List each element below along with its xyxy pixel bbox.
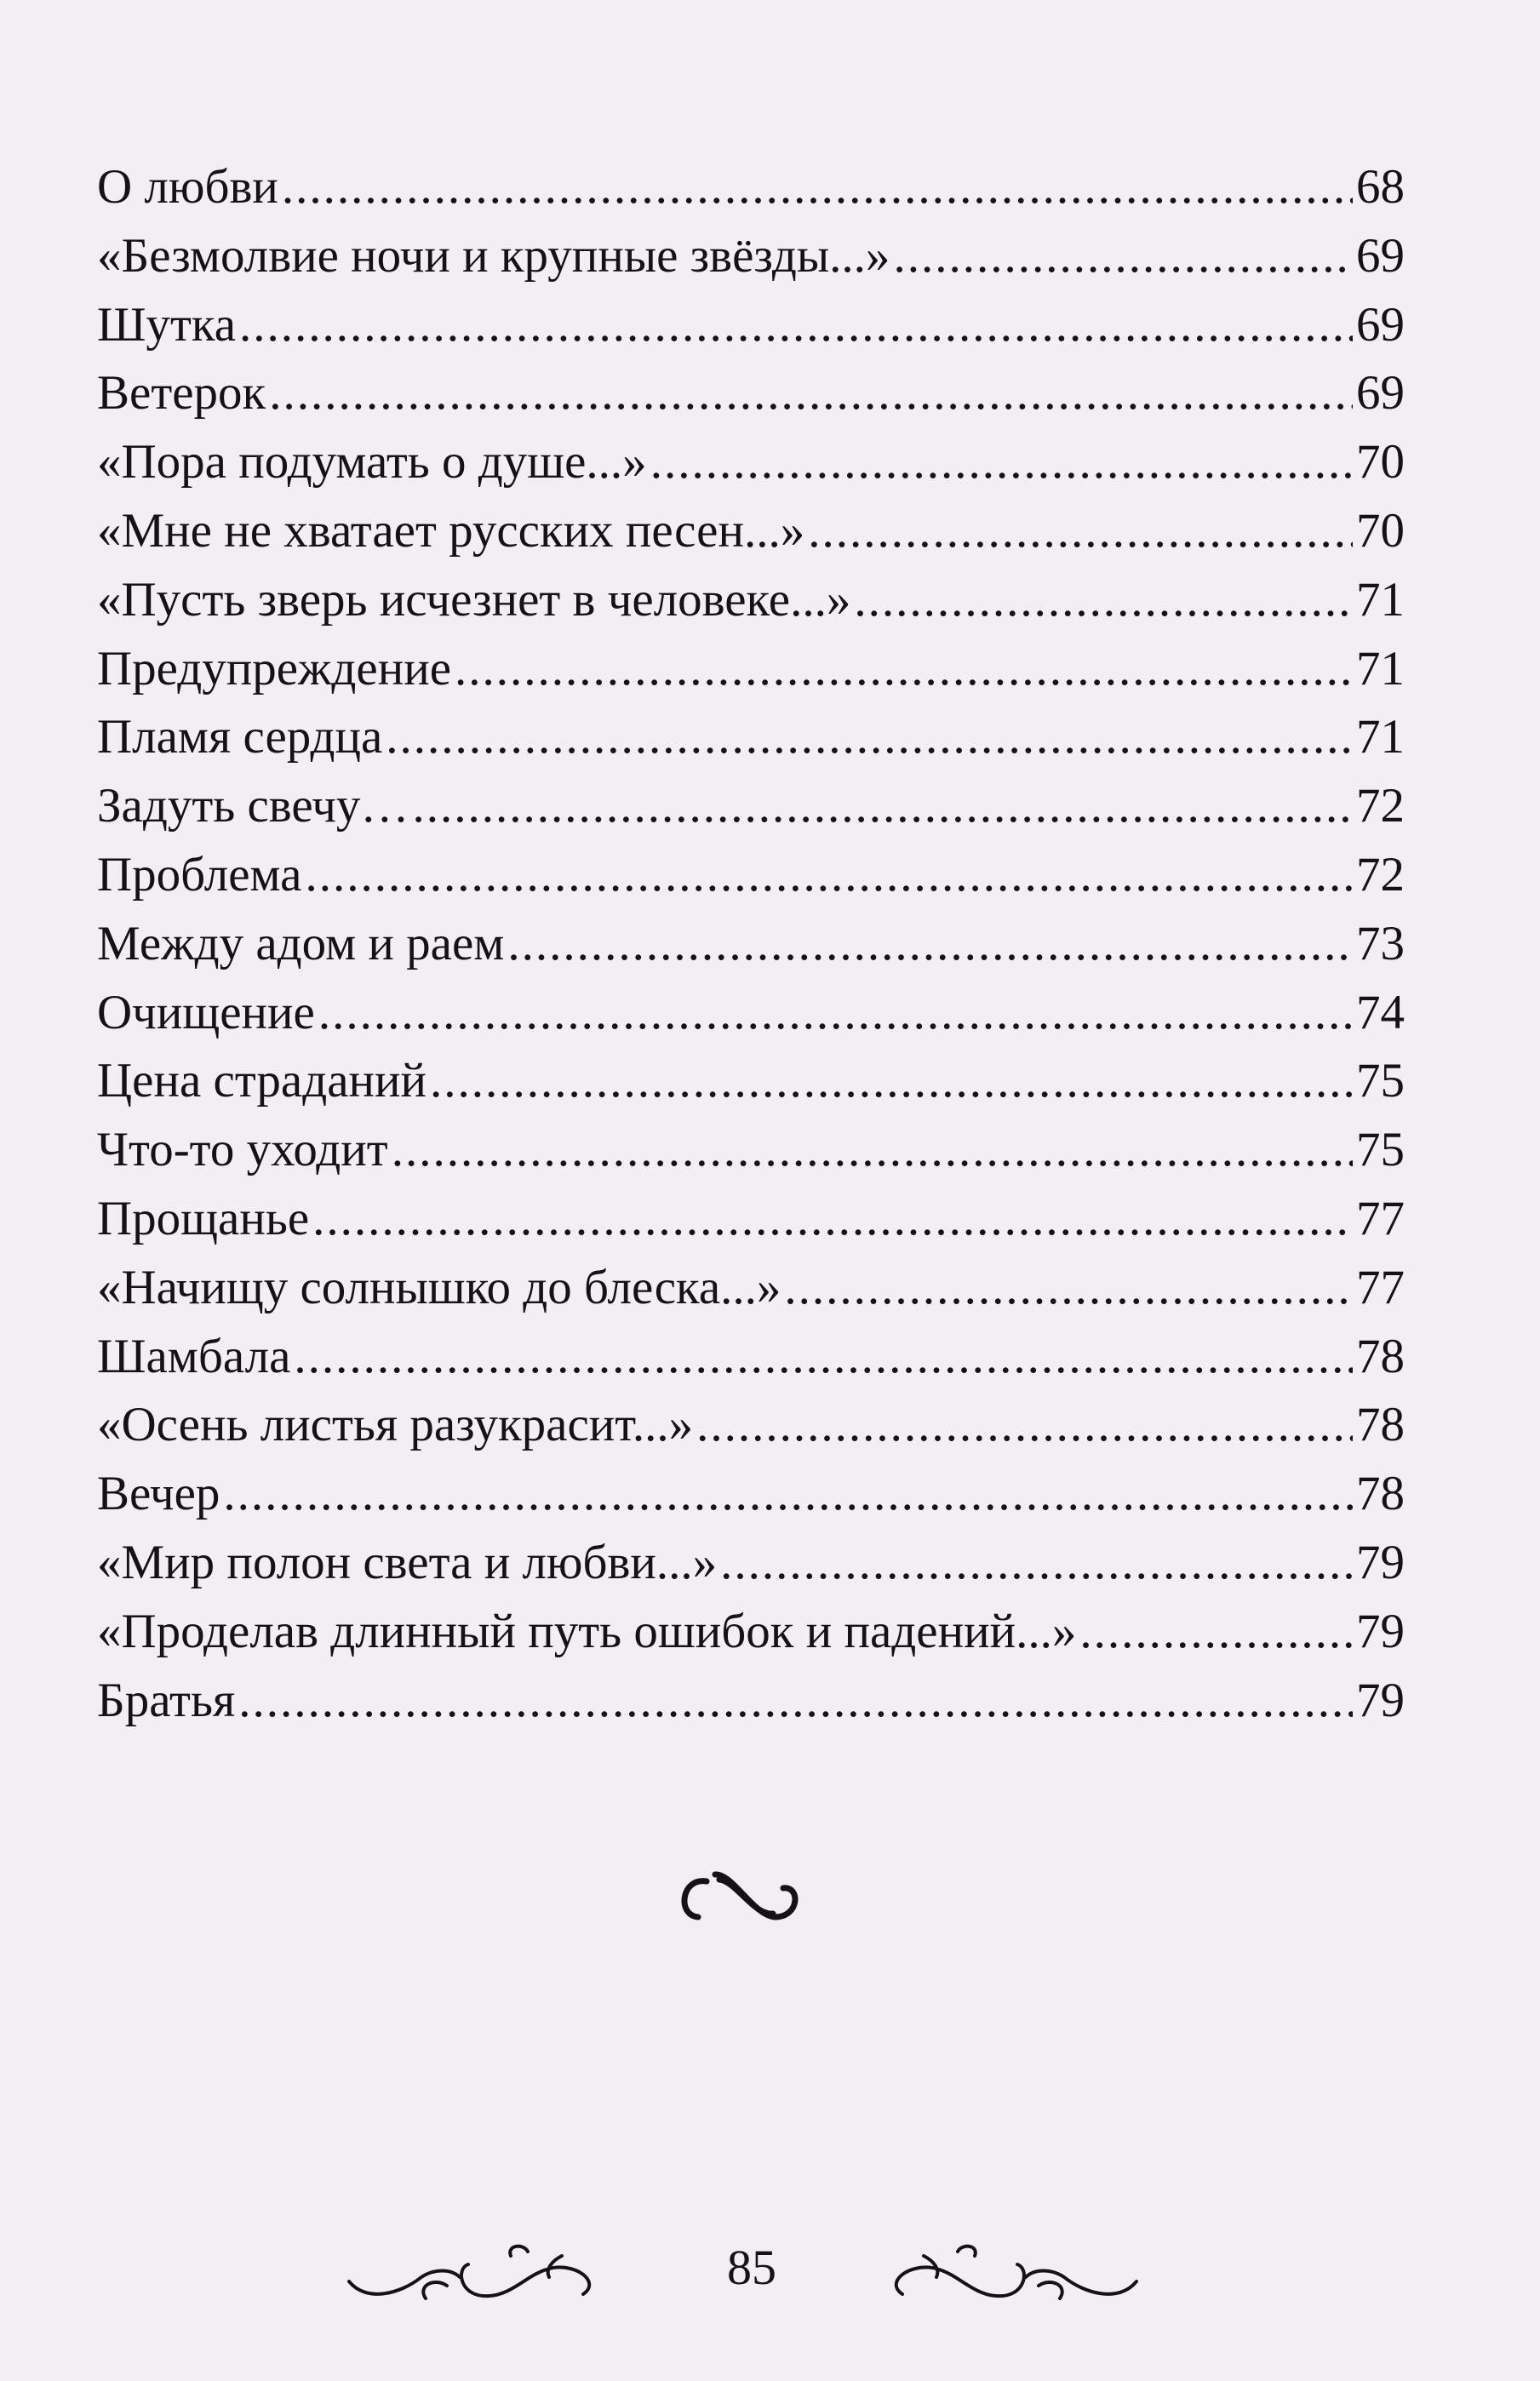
toc-entry-title: Очищение	[97, 985, 315, 1039]
toc-entry	[97, 1047, 1405, 1116]
toc-entry	[97, 703, 1405, 772]
dot-leader	[696, 1391, 1353, 1460]
dot-leader	[239, 291, 1353, 360]
toc-entry-page: 79	[1356, 1673, 1405, 1727]
toc-entry	[97, 291, 1405, 360]
toc-entry-title: Шутка	[97, 297, 237, 352]
dot-leader	[720, 1529, 1353, 1598]
infinity-ornament-icon	[673, 1864, 809, 1932]
toc-entry-page: 74	[1356, 985, 1405, 1039]
dot-leader	[386, 703, 1353, 772]
toc-entry-title: Что-то уходит	[97, 1123, 388, 1177]
dot-leader	[455, 635, 1353, 704]
toc-entry-title: Между адом и раем	[97, 916, 505, 970]
toc-entry-page: 71	[1356, 641, 1405, 695]
toc-entry-page: 68	[1356, 160, 1405, 214]
toc-entry-page: 71	[1356, 572, 1405, 627]
dot-leader	[784, 1254, 1353, 1323]
toc-entry-title: «Проделав длинный путь ошибок и падений...»	[97, 1604, 1077, 1658]
toc-entry-page: 70	[1356, 503, 1405, 558]
toc-entry-page: 71	[1356, 710, 1405, 764]
dot-leader	[312, 1185, 1353, 1254]
dot-leader	[1079, 1598, 1353, 1667]
toc-entry-page: 77	[1356, 1260, 1405, 1314]
toc-entry	[97, 1116, 1405, 1185]
toc-entry-title: «Безмолвие ночи и крупные звёзды...»	[97, 228, 890, 283]
toc-entry	[97, 497, 1405, 566]
toc-entry-title: Прощанье	[97, 1191, 310, 1245]
toc-entry-title: Ветерок	[97, 366, 266, 421]
dot-leader	[430, 1047, 1353, 1116]
dot-leader	[808, 497, 1353, 566]
toc-entry	[97, 428, 1405, 497]
dot-leader	[893, 222, 1353, 291]
dot-leader	[282, 153, 1353, 222]
toc-entry	[97, 222, 1405, 291]
toc-entry-page: 72	[1356, 847, 1405, 901]
toc-entry-title: Предупреждение	[97, 641, 452, 695]
toc-entry-title: Шамбала	[97, 1329, 291, 1383]
toc-entry-title: «Мне не хватает русских песен...»	[97, 503, 805, 558]
toc-entry-page: 75	[1356, 1054, 1405, 1108]
toc-entry	[97, 1529, 1405, 1598]
dot-leader	[412, 772, 1353, 841]
toc-entry	[97, 359, 1405, 428]
dot-leader	[269, 359, 1353, 428]
toc-entry-title: О любви	[97, 160, 278, 214]
toc-entry-title: Задуть свечу…	[97, 779, 409, 833]
dot-leader	[650, 428, 1353, 497]
toc-entry-title: «Пора подумать о душе...»	[97, 435, 647, 489]
toc-entry-page: 79	[1356, 1604, 1405, 1658]
toc-entry	[97, 1254, 1405, 1323]
toc-entry-title: «Пусть зверь исчезнет в человеке...»	[97, 572, 851, 627]
dot-leader	[392, 1116, 1353, 1185]
page-number: 85	[727, 2240, 776, 2295]
dot-leader	[238, 1667, 1353, 1736]
toc-entry	[97, 772, 1405, 841]
toc-entry-page: 79	[1356, 1535, 1405, 1589]
toc-entry	[97, 566, 1405, 635]
toc-entry-page: 69	[1356, 228, 1405, 283]
dot-leader	[294, 1323, 1353, 1392]
toc-entry	[97, 841, 1405, 910]
toc-entry	[97, 1598, 1405, 1667]
toc-entry	[97, 1391, 1405, 1460]
table-of-contents	[97, 153, 1405, 1735]
toc-entry-page: 69	[1356, 366, 1405, 421]
toc-entry-title: «Начищу солнышко до блеска...»	[97, 1260, 781, 1314]
dot-leader	[507, 910, 1353, 979]
right-flourish-ornament-icon	[881, 2243, 1145, 2311]
left-flourish-ornament-icon	[341, 2243, 604, 2311]
toc-entry-title: Проблема	[97, 847, 302, 901]
toc-entry-page: 69	[1356, 297, 1405, 352]
dot-leader	[223, 1460, 1353, 1529]
toc-entry-title: «Мир полон света и любви...»	[97, 1535, 718, 1589]
toc-entry-page: 78	[1356, 1329, 1405, 1383]
toc-entry-page: 77	[1356, 1191, 1405, 1245]
toc-entry	[97, 1323, 1405, 1392]
dot-leader	[318, 979, 1353, 1048]
toc-entry-title: «Осень листья разукрасит...»	[97, 1398, 694, 1452]
toc-entry-title: Цена страданий	[97, 1054, 427, 1108]
toc-entry-title: Пламя сердца	[97, 710, 383, 764]
toc-entry-title: Братья	[97, 1673, 236, 1727]
toc-entry	[97, 153, 1405, 222]
toc-entry	[97, 635, 1405, 704]
toc-entry	[97, 1185, 1405, 1254]
dot-leader	[854, 566, 1353, 635]
toc-entry	[97, 1667, 1405, 1736]
toc-entry-page: 78	[1356, 1467, 1405, 1521]
toc-entry	[97, 910, 1405, 979]
toc-entry-page: 75	[1356, 1123, 1405, 1177]
toc-entry	[97, 1460, 1405, 1529]
toc-entry-page: 78	[1356, 1398, 1405, 1452]
toc-entry-page: 72	[1356, 779, 1405, 833]
toc-entry-title: Вечер	[97, 1467, 220, 1521]
dot-leader	[305, 841, 1353, 910]
toc-entry	[97, 979, 1405, 1048]
toc-entry-page: 70	[1356, 435, 1405, 489]
toc-entry-page: 73	[1356, 916, 1405, 970]
